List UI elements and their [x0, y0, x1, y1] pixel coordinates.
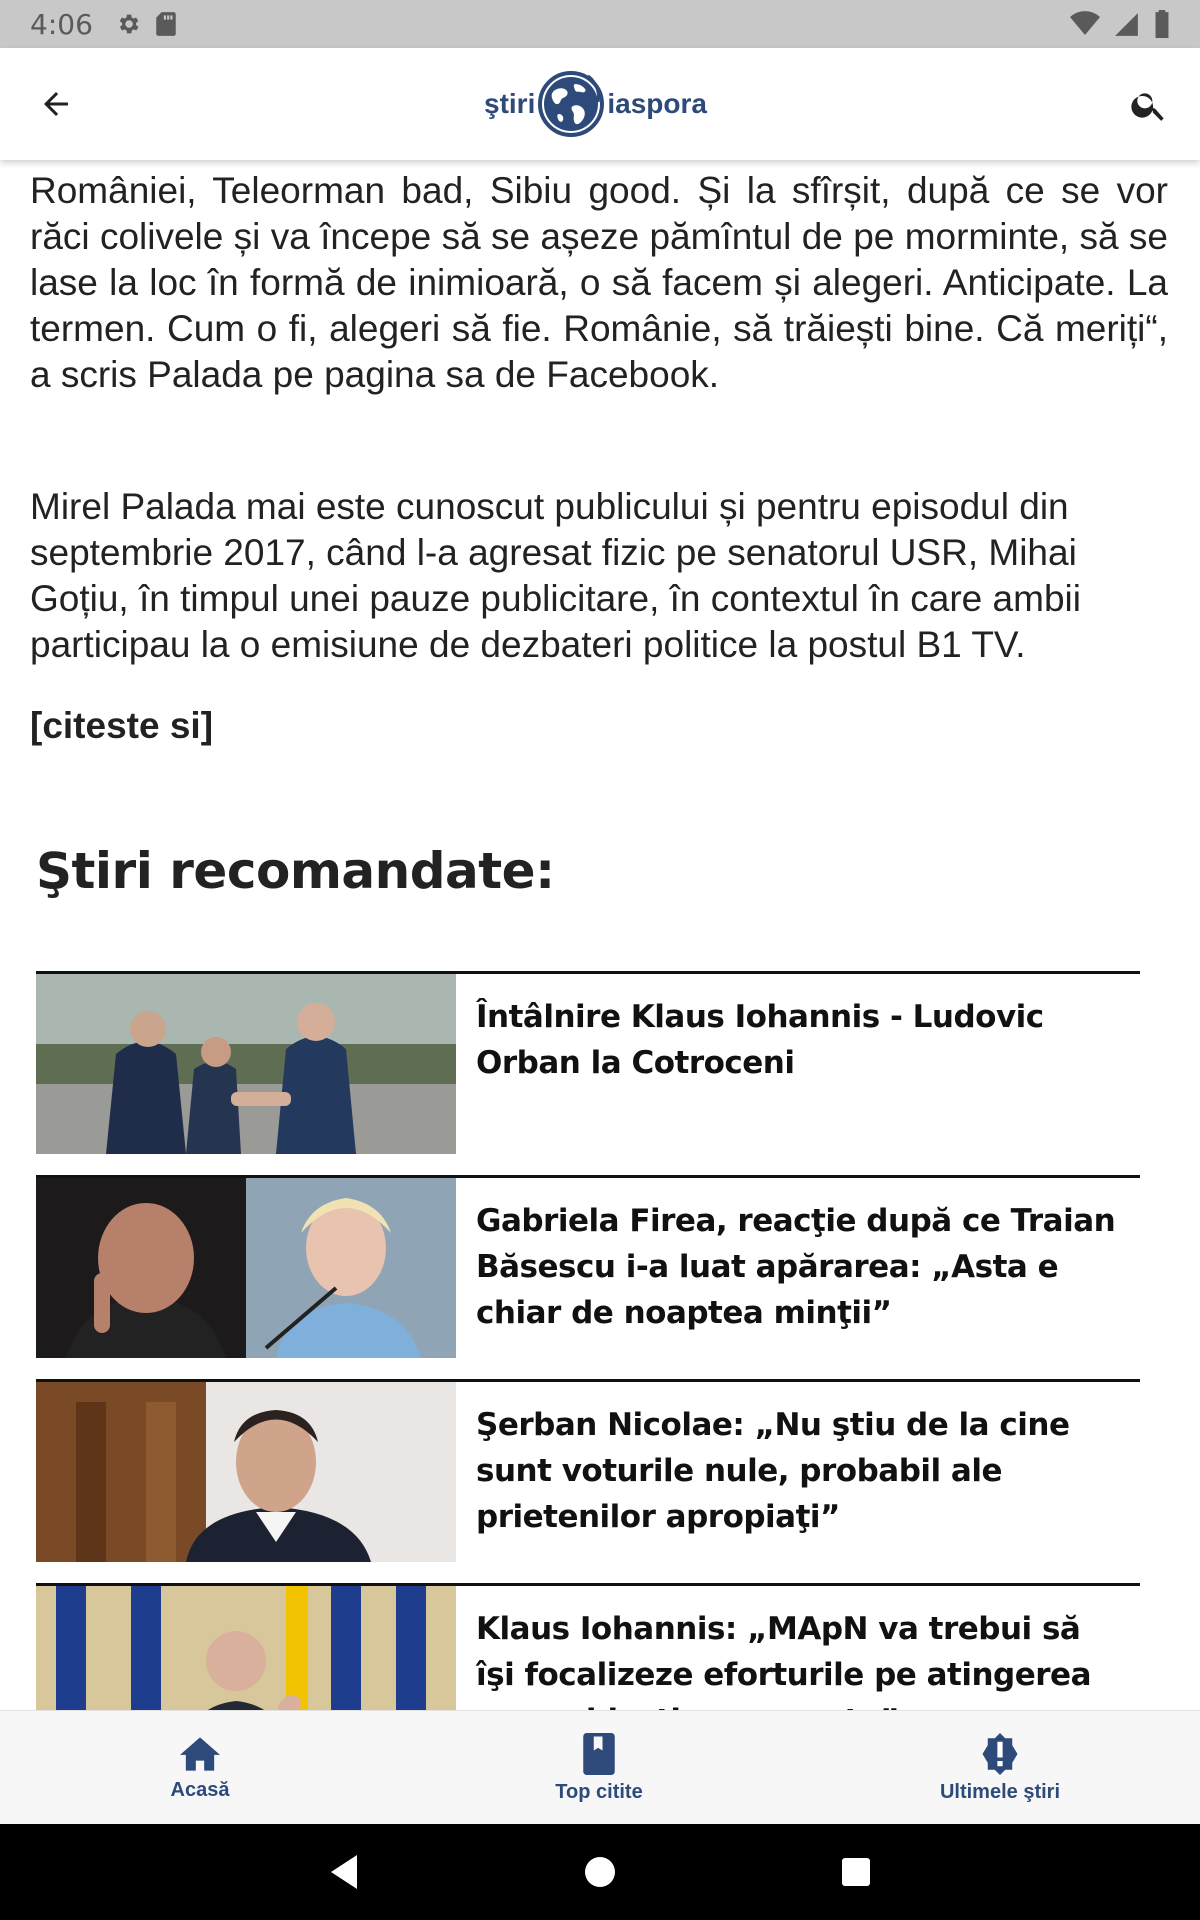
bottom-navigation	[0, 1710, 1200, 1824]
card-thumbnail[interactable]	[36, 974, 456, 1154]
system-back-button[interactable]	[320, 1848, 368, 1896]
square-recents-icon	[840, 1856, 872, 1888]
triangle-back-icon	[327, 1853, 361, 1891]
alert-badge-icon	[979, 1733, 1021, 1775]
card-title[interactable]: Întâlnire Klaus Iohannis - Ludovic Orban la Cotroceni	[476, 999, 1044, 1081]
gear-icon	[115, 11, 141, 37]
circle-home-icon	[583, 1855, 617, 1889]
system-navigation-bar	[0, 1824, 1200, 1920]
system-recents-button[interactable]	[832, 1848, 880, 1896]
bookmark-book-icon	[583, 1733, 615, 1775]
status-left-icons	[115, 11, 177, 37]
arrow-back-icon	[38, 86, 74, 122]
back-button[interactable]	[30, 78, 82, 130]
article-content[interactable]	[0, 160, 1200, 1710]
card-thumbnail[interactable]	[36, 1178, 456, 1358]
recommended-card[interactable]	[36, 1379, 1140, 1561]
site-logo[interactable]	[484, 66, 707, 142]
recommended-heading: Ştiri recomandate:	[36, 842, 555, 900]
status-time: 4:06	[30, 7, 93, 41]
battery-icon	[1154, 10, 1170, 38]
card-title[interactable]: Gabriela Firea, reacţie după ce Traian Băsescu i-a luat apărarea: „Asta e chiar de noaptea minţii”	[476, 1203, 1116, 1331]
search-icon	[1129, 85, 1169, 125]
recommended-card[interactable]	[36, 971, 1140, 1153]
nav-home[interactable]	[130, 1711, 270, 1825]
logo-text-right: iaspora	[607, 88, 707, 119]
sd-card-icon	[155, 11, 177, 37]
nav-ultimele-stiri[interactable]	[910, 1711, 1090, 1825]
search-button[interactable]	[1122, 78, 1176, 132]
logo-text-left: ştiri	[484, 88, 536, 119]
card-title[interactable]: Klaus Iohannis: „MApN va trebui să îşi focalizeze eforturile pe atingerea	[476, 1611, 1091, 1693]
signal-icon	[1114, 11, 1140, 37]
app-bar	[0, 48, 1200, 160]
nav-top-citite[interactable]	[519, 1711, 679, 1825]
article-paragraph: Mirel Palada mai este cunoscut publicului și pentru episodul din septembrie 2017, când l-a agresat fizic pe senatorul USR, Mihai Goțiu, în timpul unei pauze publicitare, în contextul în care ambii participau la o emisiune de dezbateri politice la postul B1 TV.	[30, 486, 1081, 665]
home-icon	[180, 1735, 220, 1773]
recommended-card[interactable]	[36, 1175, 1140, 1357]
article-paragraph: României, Teleorman bad, Sibiu good. Și la sfîrșit, după ce se vor răci colivele și va începe să se așeze pămîntul de pe morminte, să se lase la loc în formă de inimioară, o să facem și alegeri. Anticipate. La termen. Cum o fi, alegeri să fie. Românie, să trăiești bine. Că meriți“, a scris Palada pe pagina sa de Facebook.	[30, 170, 1168, 395]
status-right-icons	[1070, 10, 1170, 38]
status-bar	[0, 0, 1200, 48]
nav-top-label: Top citite	[555, 1780, 643, 1803]
system-home-button[interactable]	[576, 1848, 624, 1896]
see-also-link[interactable]: [citeste si]	[30, 705, 214, 746]
nav-latest-label: Ultimele ştiri	[939, 1780, 1061, 1803]
card-title[interactable]: Şerban Nicolae: „Nu ştiu de la cine sunt voturile nule, probabil ale prietenilor apropiaţi”	[476, 1407, 1070, 1535]
nav-home-label: Acasă	[170, 1778, 230, 1801]
card-thumbnail[interactable]	[36, 1382, 456, 1562]
wifi-icon	[1070, 11, 1100, 37]
globe-icon	[533, 66, 609, 142]
